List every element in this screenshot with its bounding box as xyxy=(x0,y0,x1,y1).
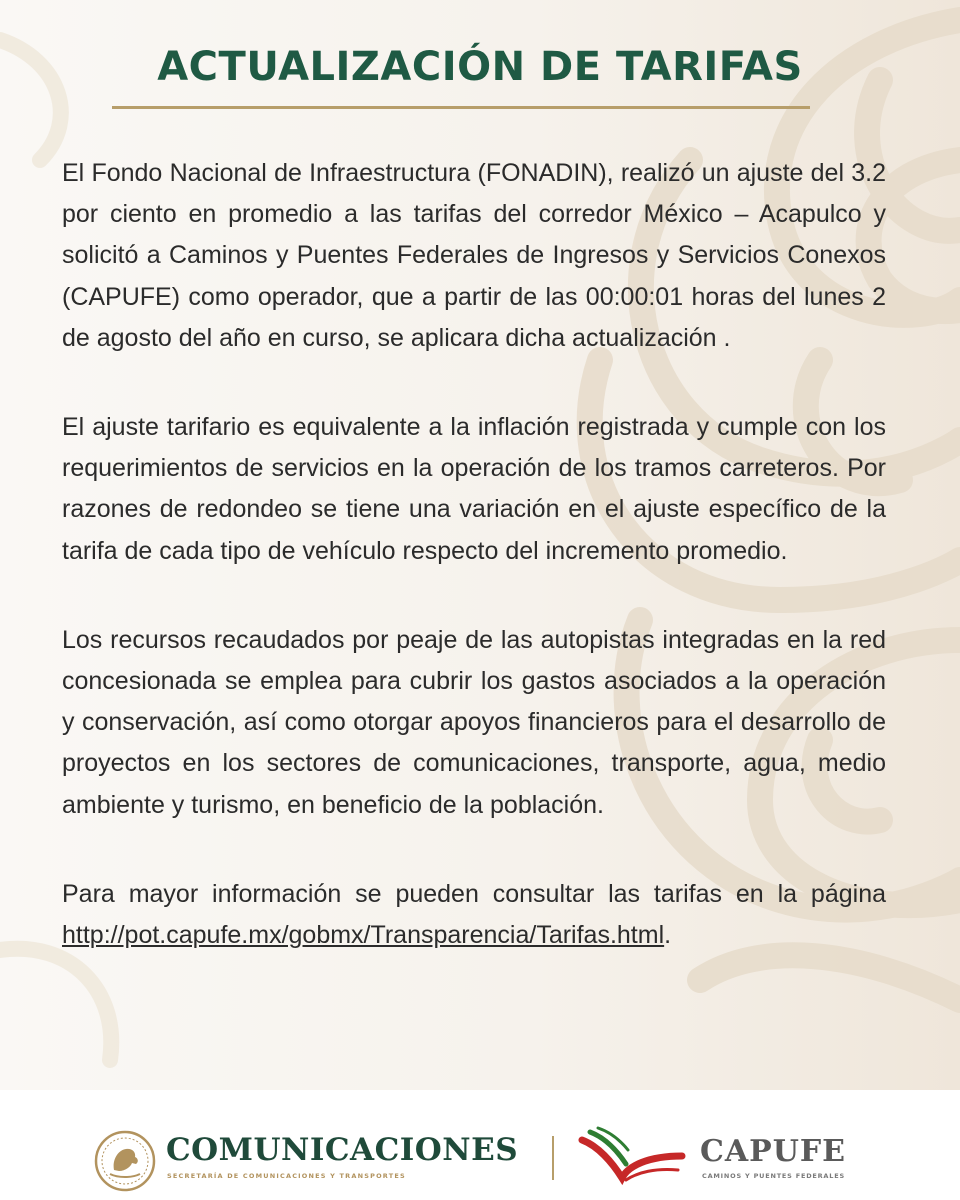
capufe-logo-subtitle: CAMINOS Y PUENTES FEDERALES xyxy=(702,1172,845,1180)
mexico-coat-of-arms-icon xyxy=(94,1130,156,1192)
sct-logo-subtitle: SECRETARÍA DE COMUNICACIONES Y TRANSPORTES xyxy=(167,1172,406,1180)
logo-divider xyxy=(552,1136,554,1180)
capufe-swoosh-icon xyxy=(578,1126,688,1188)
sct-logo-name: COMUNICACIONES xyxy=(166,1132,519,1168)
paragraph-toll-resources: Los recursos recaudados por peaje de las autopistas integradas en la red concesionada se emplea para cubrir los gastos asociados a la operación y conservación, así como otorgar apoyos financieros para el desarrollo de proyectos en los sectores de comunicaciones, transporte, agua, medio ambiente y turismo, en beneficio de la población. xyxy=(62,625,886,819)
announcement-body xyxy=(62,153,886,1004)
tariffs-link[interactable]: http://pot.capufe.mx/gobmx/Transparencia/Tarifas.html xyxy=(62,921,665,950)
capufe-logo-name: CAPUFE xyxy=(700,1134,847,1169)
page-title: ACTUALIZACIÓN DE TARIFAS xyxy=(157,44,803,90)
more-info-period: . xyxy=(664,921,672,950)
paragraph-fonadin-adjustment: El Fondo Nacional de Infraestructura (FONADIN), realizó un ajuste del 3.2 por ciento en promedio a las tarifas del corredor México – Acapulco y solicitó a Caminos y Puentes Federales de Ingresos y Servicios Conexos (CAPUFE) como operador, que a partir de las 00:00:01 horas del lunes 2 de agosto del año en curso, se aplicara dicha actualización . xyxy=(62,159,886,352)
paragraph-inflation: El ajuste tarifario es equivalente a la inflación registrada y cumple con los requerimientos de servicios en la operación de los tramos carreteros. Por razones de redondeo se tiene una variación en el ajuste específico de la tarifa de cada tipo de vehículo respecto del incremento promedio. xyxy=(62,413,886,565)
paragraph-more-info xyxy=(62,874,886,956)
more-info-text: Para mayor información se pueden consultar las tarifas en la página xyxy=(62,879,886,908)
footer-logos xyxy=(0,1090,960,1200)
title-underline xyxy=(112,106,810,109)
